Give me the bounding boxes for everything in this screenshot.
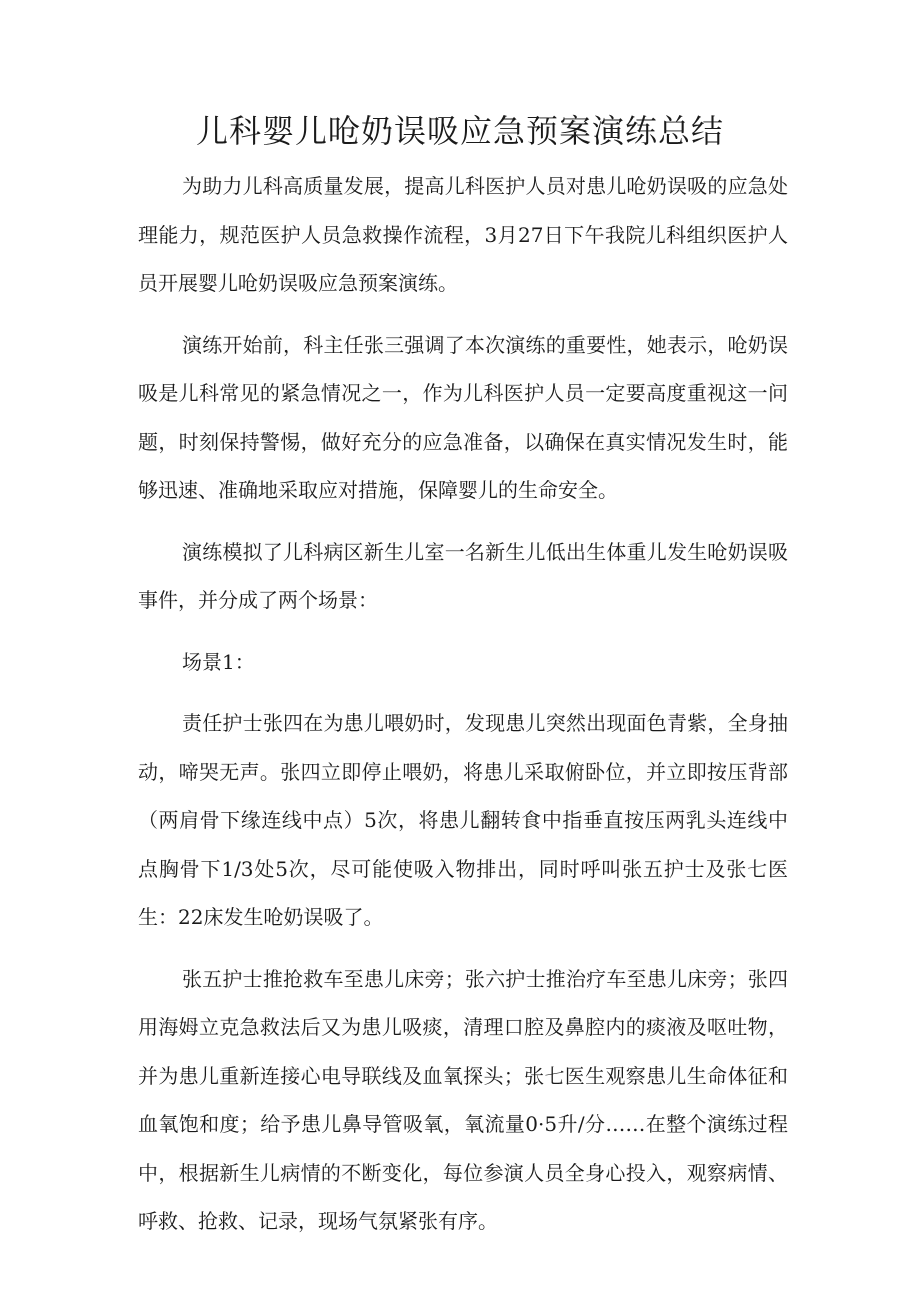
paragraph-intro: 为助力儿科高质量发展，提高儿科医护人员对患儿呛奶误吸的应急处理能力，规范医护人员急救操作流程，3月27日下午我院儿科组织医护人员开展婴儿呛奶误吸应急预案演练。 — [138, 174, 788, 295]
paragraph-scene-heading: 场景1： — [182, 649, 255, 674]
document-title: 儿科婴儿呛奶误吸应急预案演练总结 — [195, 112, 724, 150]
paragraph-director-remarks: 演练开始前，科主任张三强调了本次演练的重要性，她表示，呛奶误吸是儿科常见的紧急情况之一，作为儿科医护人员一定要高度重视这一问题，时刻保持警惕，做好充分的应急准备，以确保在真实情况发生时，能够迅速、准确地采取应对措施，保障婴儿的生命安全。 — [138, 332, 788, 502]
paragraph-drill-scenario: 演练模拟了儿科病区新生儿室一名新生儿低出生体重儿发生呛奶误吸事件，并分成了两个场景： — [138, 539, 788, 612]
document-body — [138, 162, 788, 1246]
paragraph-scene-1-response: 责任护士张四在为患儿喂奶时，发现患儿突然出现面色青紫，全身抽动，啼哭无声。张四立即停止喂奶，将患儿采取俯卧位，并立即按压背部（两肩骨下缘连线中点）5次，将患儿翻转食中指垂直按压两乳头连线中点胸骨下1/3处5次，尽可能使吸入物排出，同时呼叫张五护士及张七医生：22床发生呛奶误吸了。 — [138, 711, 788, 929]
paragraph-team-rescue: 张五护士推抢救车至患儿床旁；张六护士推治疗车至患儿床旁；张四用海姆立克急救法后又为患儿吸痰，清理口腔及鼻腔内的痰液及呕吐物，并为患儿重新连接心电导联线及血氧探头；张七医生观察患儿生命体征和血氧饱和度；给予患儿鼻导管吸氧，氧流量0·5升/分……在整个演练过程中，根据新生儿病情的不断变化，每位参演人员全身心投入，观察病情、呼救、抢救、记录，现场气氛紧张有序。 — [138, 966, 788, 1233]
